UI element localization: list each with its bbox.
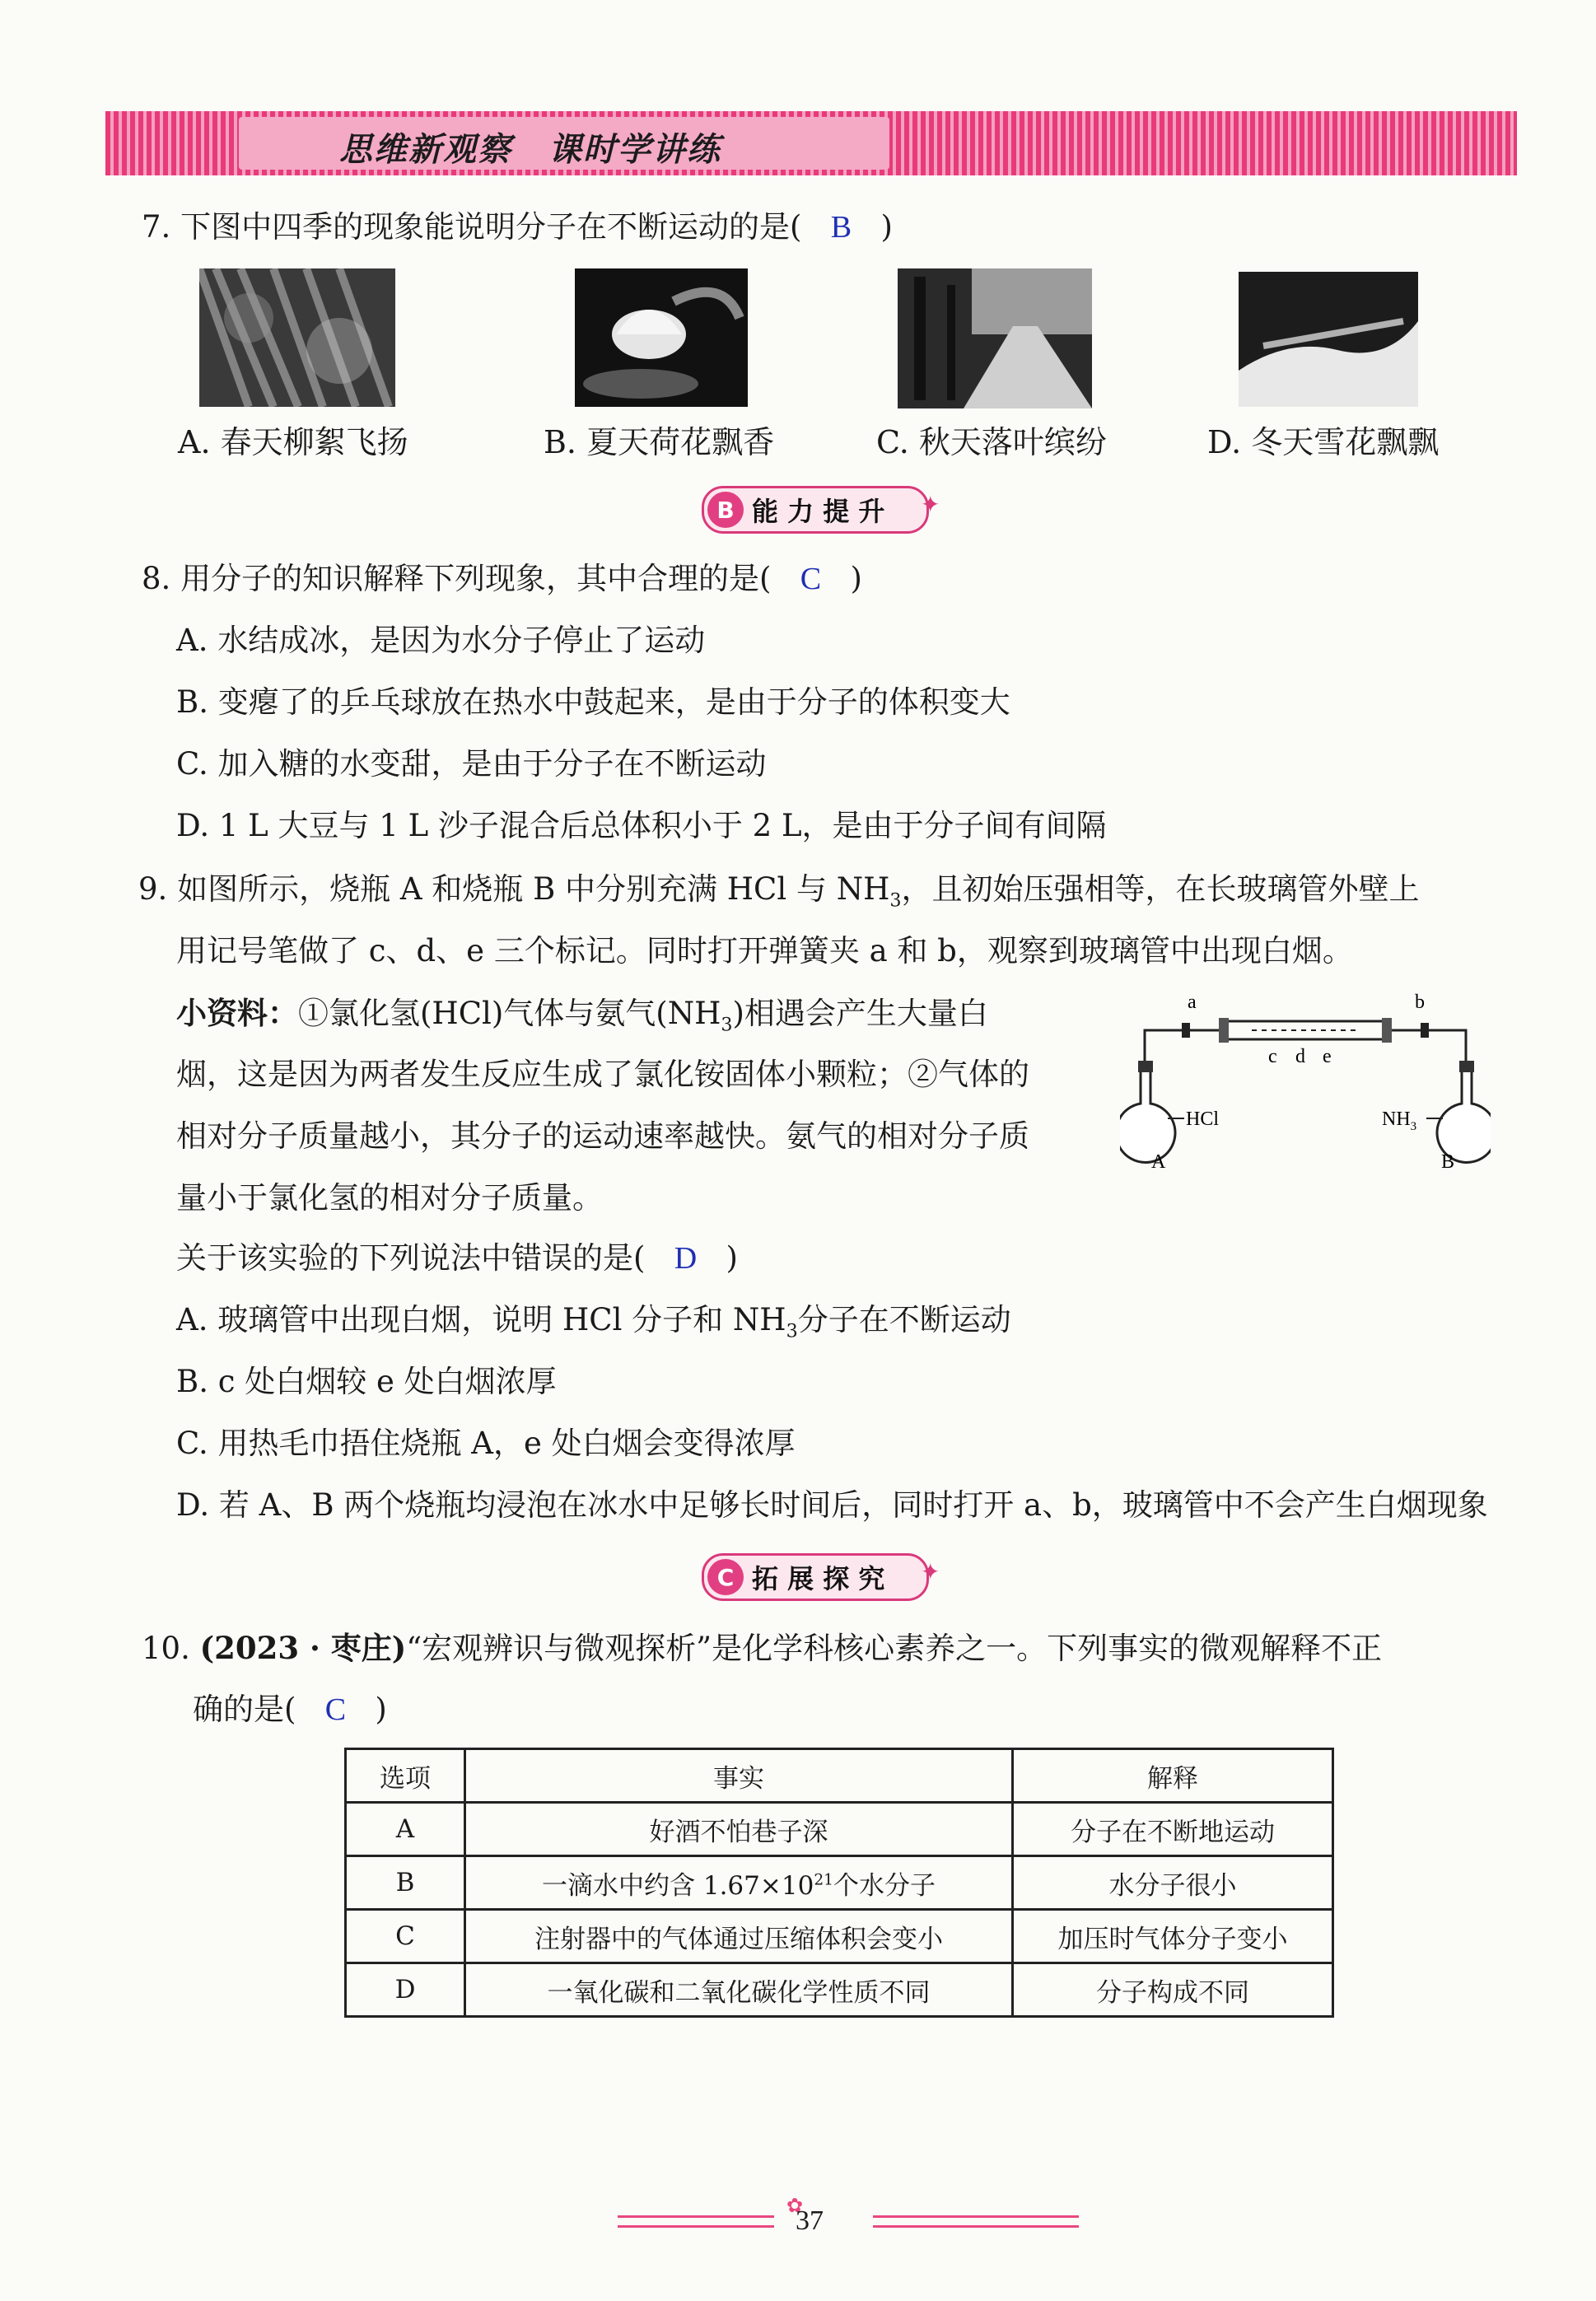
q10-source: (2023 · 枣庄) [199,1630,407,1666]
q8-stem: 8. 用分子的知识解释下列现象，其中合理的是( C ) [142,561,862,596]
label-hcl: HCl [1186,1108,1220,1130]
footer-line-left [618,2225,774,2228]
q9-answer: D [674,1241,698,1276]
q7-option-a: A. 春天柳絮飞扬 [178,424,408,460]
label-b: b [1415,992,1425,1013]
page-number: 37 [796,2205,824,2236]
label-c: c [1268,1046,1277,1067]
q10-table [344,1748,1334,2018]
photo-snow [1239,272,1418,407]
table-cell-option: A [346,1803,465,1856]
table-header: 选项 [346,1749,465,1803]
table-header: 解释 [1013,1749,1333,1803]
table-row [346,1963,1333,2017]
header-series: 课时学讲练 [548,131,721,169]
section-b-badge [702,486,929,534]
photo-willow-catkins [199,268,395,407]
table-cell-explain: 加压时气体分子变小 [1013,1910,1333,1963]
footer-line-left [618,2215,774,2218]
table-header: 事实 [465,1749,1013,1803]
section-b-letter: B [707,492,744,528]
q7-option-c: C. 秋天落叶缤纷 [876,424,1107,460]
apparatus-diagram [1120,988,1491,1186]
section-c-title: 拓 展 探 究 [752,1563,885,1594]
q9-stem-line1: 9. 如图所示，烧瓶 A 和烧瓶 B 中分别充满 HCl 与 $NH_3$，且初始压强相等，在长玻璃管外壁上 [138,871,1420,912]
q9-material-line1: 小资料：①氯化氢(HCl)气体与氨气$(NH_3)$相遇会产生大量白 [176,995,988,1036]
q7-option-b: B. 夏天荷花飘香 [544,424,775,460]
section-b-title: 能 力 提 升 [752,496,885,527]
q10-stem: 10. (2023 · 枣庄)“宏观辨识与微观探析”是化学科核心素养之一。下列事实的微观解释不正 [142,1630,1383,1666]
table-row [346,1803,1333,1856]
table-cell-option: B [346,1856,465,1910]
q7-stem: 7. 下图中四季的现象能说明分子在不断运动的是( B ) [142,209,893,245]
footer-line-right [873,2215,1079,2218]
q9-material-line3: 相对分子质量越小，其分子的运动速率越快。氨气的相对分子质 [176,1118,1029,1154]
q7-option-d: D. 冬天雪花飘飘 [1207,424,1440,460]
table-row [346,1910,1333,1963]
lotus-image [575,268,748,407]
table-cell-fact: 好酒不怕巷子深 [465,1803,1013,1856]
stopper-left [1219,1018,1229,1043]
q8-option-c: C. 加入糖的水变甜，是由于分子在不断运动 [176,746,767,782]
table-cell-option: C [346,1910,465,1963]
q8-option-b: B. 变瘪了的乒乓球放在热水中鼓起来，是由于分子的体积变大 [176,684,1010,720]
section-c-badge [702,1553,929,1601]
star-icon: ✦ [921,1558,940,1585]
flask-a [1120,1072,1175,1162]
flask-b [1437,1072,1491,1162]
table-cell-fact: 注射器中的气体通过压缩体积会变小 [465,1910,1013,1963]
table-header-row [346,1749,1333,1803]
photo-lotus [575,268,748,407]
q9-option-b: B. c 处白烟较 e 处白烟浓厚 [176,1364,557,1399]
q9-material-line2: 烟，这是因为两者发生反应生成了氯化铵固体小颗粒；②气体的 [176,1057,1029,1092]
section-c-letter: C [707,1559,744,1595]
table-cell-explain: 分子构成不同 [1013,1963,1333,2017]
star-icon: ✦ [921,491,940,518]
footer-line-right [873,2225,1079,2228]
label-nh3: $NH_3$ [1382,1108,1417,1133]
label-a: a [1188,992,1197,1013]
clip-a-icon [1182,1023,1190,1038]
q9-option-a: A. 玻璃管中出现白烟，说明 HCl 分子和 $NH_3$分子在不断运动 [176,1302,1011,1342]
table-cell-explain: 水分子很小 [1013,1856,1333,1910]
label-flask-a: A [1151,1151,1166,1173]
q7-answer: B [830,210,852,245]
table-cell-explain: 分子在不断地运动 [1013,1803,1333,1856]
q9-material-line4: 量小于氯化氢的相对分子质量。 [176,1180,603,1216]
table-cell-fact: 一氧化碳和二氧化碳化学性质不同 [465,1963,1013,2017]
table-cell-fact: 一滴水中约含 $1.67\times 10^{21}$个水分子 [465,1856,1013,1910]
footer-ornament-icon: ✿ [786,2194,804,2217]
willow-image [199,268,395,407]
label-flask-b: B [1441,1151,1455,1173]
q10-stem-line2: 确的是( C ) [193,1692,387,1727]
label-d: d [1295,1046,1305,1067]
q8-option-a: A. 水结成冰，是因为水分子停止了运动 [176,623,706,658]
table-row [346,1856,1333,1910]
table-cell-option: D [346,1963,465,2017]
q8-option-d: D. 1 L 大豆与 1 L 沙子混合后总体积小于 2 L，是由于分子间有间隔 [176,808,1107,843]
photo-autumn-leaves [898,268,1092,408]
autumn-image [898,268,1092,408]
q8-answer: C [800,562,822,596]
q9-option-c: C. 用热毛巾捂住烧瓶 A，e 处白烟会变得浓厚 [176,1426,796,1461]
material-label: 小资料： [176,995,298,1031]
label-e: e [1323,1046,1332,1067]
snow-image [1239,272,1418,407]
q9-option-d: D. 若 A、B 两个烧瓶均浸泡在冰水中足够长时间后，同时打开 a、b，玻璃管中不会产生白烟现象 [176,1487,1488,1523]
header-title [339,124,758,170]
q9-question: 关于该实验的下列说法中错误的是( D ) [176,1240,738,1276]
header-brand: 思维新观察 [339,131,512,169]
q9-stem-line2: 用记号笔做了 c、d、e 三个标记。同时打开弹簧夹 a 和 b，观察到玻璃管中出现白烟。 [176,933,1353,968]
clip-b-icon [1421,1023,1429,1038]
stopper-right [1382,1018,1392,1043]
q10-answer: C [324,1692,347,1727]
